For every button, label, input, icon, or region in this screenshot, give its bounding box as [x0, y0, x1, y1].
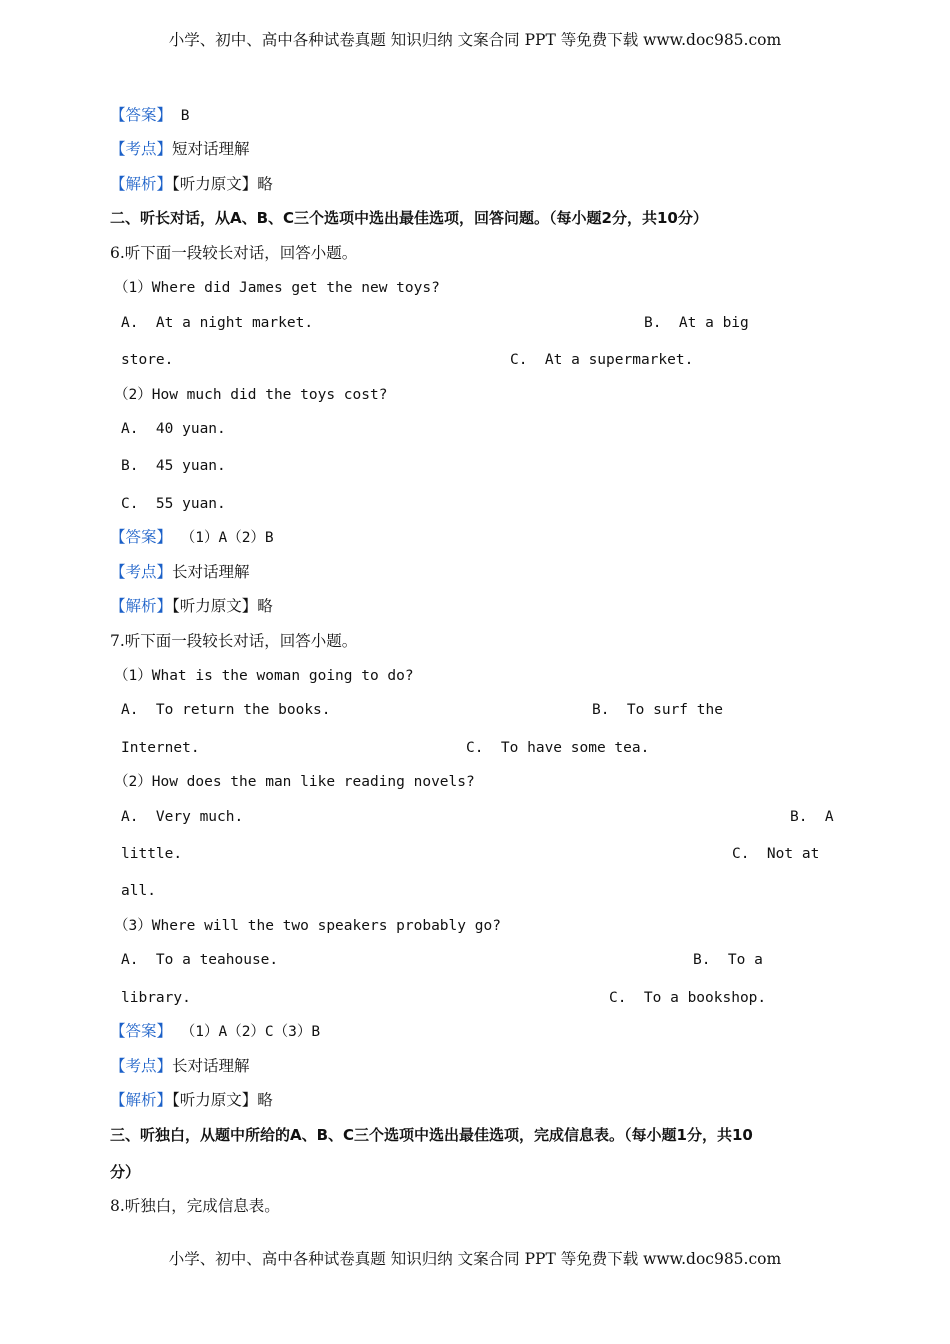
q6-sub2: （2）How much did the toys cost?: [114, 387, 388, 403]
analysis-line: [110, 596, 273, 616]
q7-sub2: （2）How does the man like reading novels?: [114, 774, 475, 790]
q7-sub2-option-b: B. A: [790, 809, 834, 825]
question-7-stem: 7.听下面一段较长对话，回答小题。: [110, 632, 358, 650]
point-tag: 【考点】: [110, 140, 173, 158]
q7-sub3-option-b: B. To a: [693, 952, 763, 968]
question-8-stem: 8.听独白，完成信息表。: [110, 1197, 280, 1215]
q7-sub1-option-b: B. To surf the: [592, 702, 723, 718]
page-footer: 小学、初中、高中各种试卷真题 知识归纳 文案合同 PPT 等免费下载 www.doc985.com: [168, 1250, 782, 1268]
q6-sub1-option-a: A. At a night market.: [121, 315, 314, 331]
q6-sub2-option-b: B. 45 yuan.: [121, 458, 226, 474]
point-tag: 【考点】: [110, 563, 173, 581]
analysis-tag: 【解析】: [110, 175, 173, 193]
q6-sub2-option-c: C. 55 yuan.: [121, 496, 226, 512]
answer-tag: 【答案】: [110, 528, 173, 546]
q6-sub2-option-a: A. 40 yuan.: [121, 421, 226, 437]
q7-sub1-option-a: A. To return the books.: [121, 702, 331, 718]
q6-sub1-option-c: C. At a supermarket.: [510, 352, 694, 368]
point-line: [110, 562, 250, 582]
q7-sub2-option-b-cont: little.: [121, 846, 183, 862]
q7-sub2-option-c-cont: all.: [121, 883, 156, 899]
analysis-tag: 【解析】: [110, 1091, 173, 1109]
answer-line: [110, 1021, 320, 1042]
point-line: [110, 139, 250, 159]
q6-sub1-option-b: B. At a big: [644, 315, 749, 331]
answer-tag: 【答案】: [110, 106, 173, 124]
point-tag: 【考点】: [110, 1057, 173, 1075]
q7-sub2-option-a: A. Very much.: [121, 809, 244, 825]
q6-sub1: （1）Where did James get the new toys?: [114, 280, 440, 296]
point-value: 长对话理解: [172, 563, 250, 581]
question-6-stem: 6.听下面一段较长对话，回答小题。: [110, 244, 358, 262]
point-value: 短对话理解: [172, 140, 250, 158]
analysis-line: [110, 174, 273, 194]
analysis-value: 【听力原文】略: [172, 1091, 273, 1109]
analysis-line: [110, 1090, 273, 1110]
q6-sub1-option-b-cont: store.: [121, 352, 174, 368]
answer-value: （1）A（2）B: [172, 530, 274, 546]
q7-sub1-option-b-cont: Internet.: [121, 740, 200, 756]
answer-value: （1）A（2）C（3）B: [172, 1024, 321, 1040]
q7-sub1-option-c: C. To have some tea.: [466, 740, 650, 756]
section-3-title: 三、听独白，从题中所给的A、B、C三个选项中选出最佳选项，完成信息表。（每小题1分，共10: [110, 1126, 753, 1144]
section-2-title: 二、听长对话，从A、B、C三个选项中选出最佳选项，回答问题。（每小题2分，共10分）: [110, 209, 708, 227]
section-3-title-cont: 分）: [110, 1163, 141, 1181]
answer-value: B: [172, 108, 190, 124]
q7-sub3-option-c: C. To a bookshop.: [609, 990, 767, 1006]
point-value: 长对话理解: [172, 1057, 250, 1075]
q7-sub1: （1）What is the woman going to do?: [114, 668, 414, 684]
analysis-value: 【听力原文】略: [172, 175, 273, 193]
answer-tag: 【答案】: [110, 1022, 173, 1040]
answer-line: [110, 527, 274, 548]
point-line: [110, 1056, 250, 1076]
analysis-tag: 【解析】: [110, 597, 173, 615]
analysis-value: 【听力原文】略: [172, 597, 273, 615]
answer-line: [110, 105, 189, 126]
q7-sub3-option-a: A. To a teahouse.: [121, 952, 279, 968]
q7-sub3-option-b-cont: library.: [121, 990, 191, 1006]
page-header: 小学、初中、高中各种试卷真题 知识归纳 文案合同 PPT 等免费下载 www.doc985.com: [168, 31, 782, 49]
q7-sub2-option-c: C. Not at: [732, 846, 820, 862]
q7-sub3: （3）Where will the two speakers probably go?: [114, 918, 501, 934]
